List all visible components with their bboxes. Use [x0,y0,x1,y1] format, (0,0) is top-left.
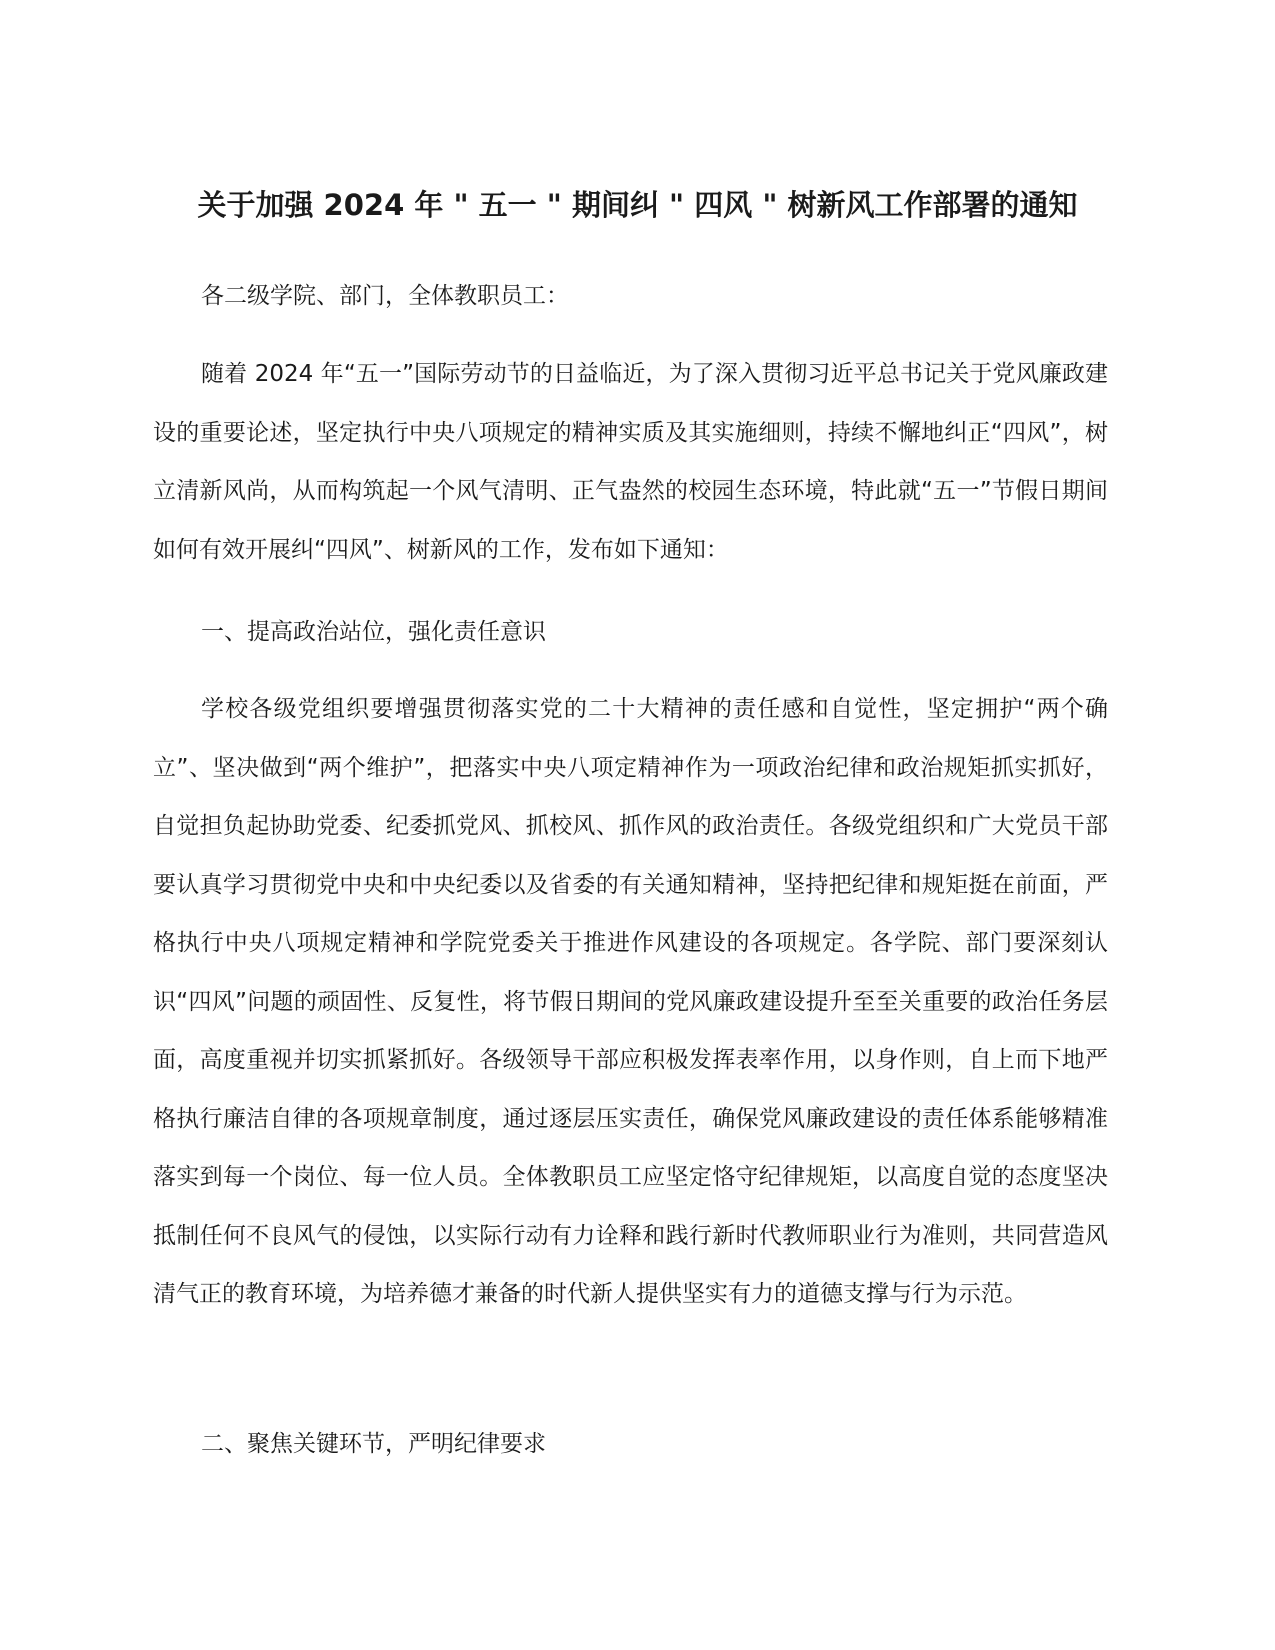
salutation: 各二级学院、部门，全体教职员工： [201,283,569,309]
paragraph-intro: 随着 2024 年“五一”国际劳动节的日益临近，为了深入贯彻习近平总书记关于党风廉政建设的重要论述，坚定执行中央八项规定的精神实质及其实施细则，持续不懈地纠正“四风”，树立清新风尚，从而构筑起一个风气清明、正气盎然的校园生态环境，特此就“五一”节假日期间如何有效开展纠“四风”、树新风的工作，发布如下通知： [153,361,1108,563]
paragraph-section-1: 学校各级党组织要增强贯彻落实党的二十大精神的责任感和自觉性，坚定拥护“两个确立”、坚决做到“两个维护”，把落实中央八项定精神作为一项政治纪律和政治规矩抓实抓好，自觉担负起协助党委、纪委抓党风、抓校风、抓作风的政治责任。各级党组织和广大党员干部要认真学习贯彻党中央和中央纪委以及省委的有关通知精神，坚持把纪律和规矩挺在前面，严格执行中央八项规定精神和学院党委关于推进作风建设的各项规定。各学院、部门要深刻认识“四风”问题的顽固性、反复性，将节假日期间的党风廉政建设提升至至关重要的政治任务层面，高度重视并切实抓紧抓好。各级领导干部应积极发挥表率作用，以身作则，自上而下地严格执行廉洁自律的各项规章制度，通过逐层压实责任，确保党风廉政建设的责任体系能够精准落实到每一个岗位、每一位人员。全体教职员工应坚定恪守纪律规矩，以高度自觉的态度坚决抵制任何不良风气的侵蚀，以实际行动有力诠释和践行新时代教师职业行为准则，共同营造风清气正的教育环境，为培养德才兼备的时代新人提供坚实有力的道德支撑与行为示范。 [153,696,1108,1307]
document-title: 关于加强 2024 年 " 五一 " 期间纠 " 四风 " 树新风工作部署的通知 [197,188,1078,222]
section-heading-2: 二、聚焦关键环节，严明纪律要求 [201,1431,546,1457]
section-heading-1: 一、提高政治站位，强化责任意识 [201,619,546,645]
